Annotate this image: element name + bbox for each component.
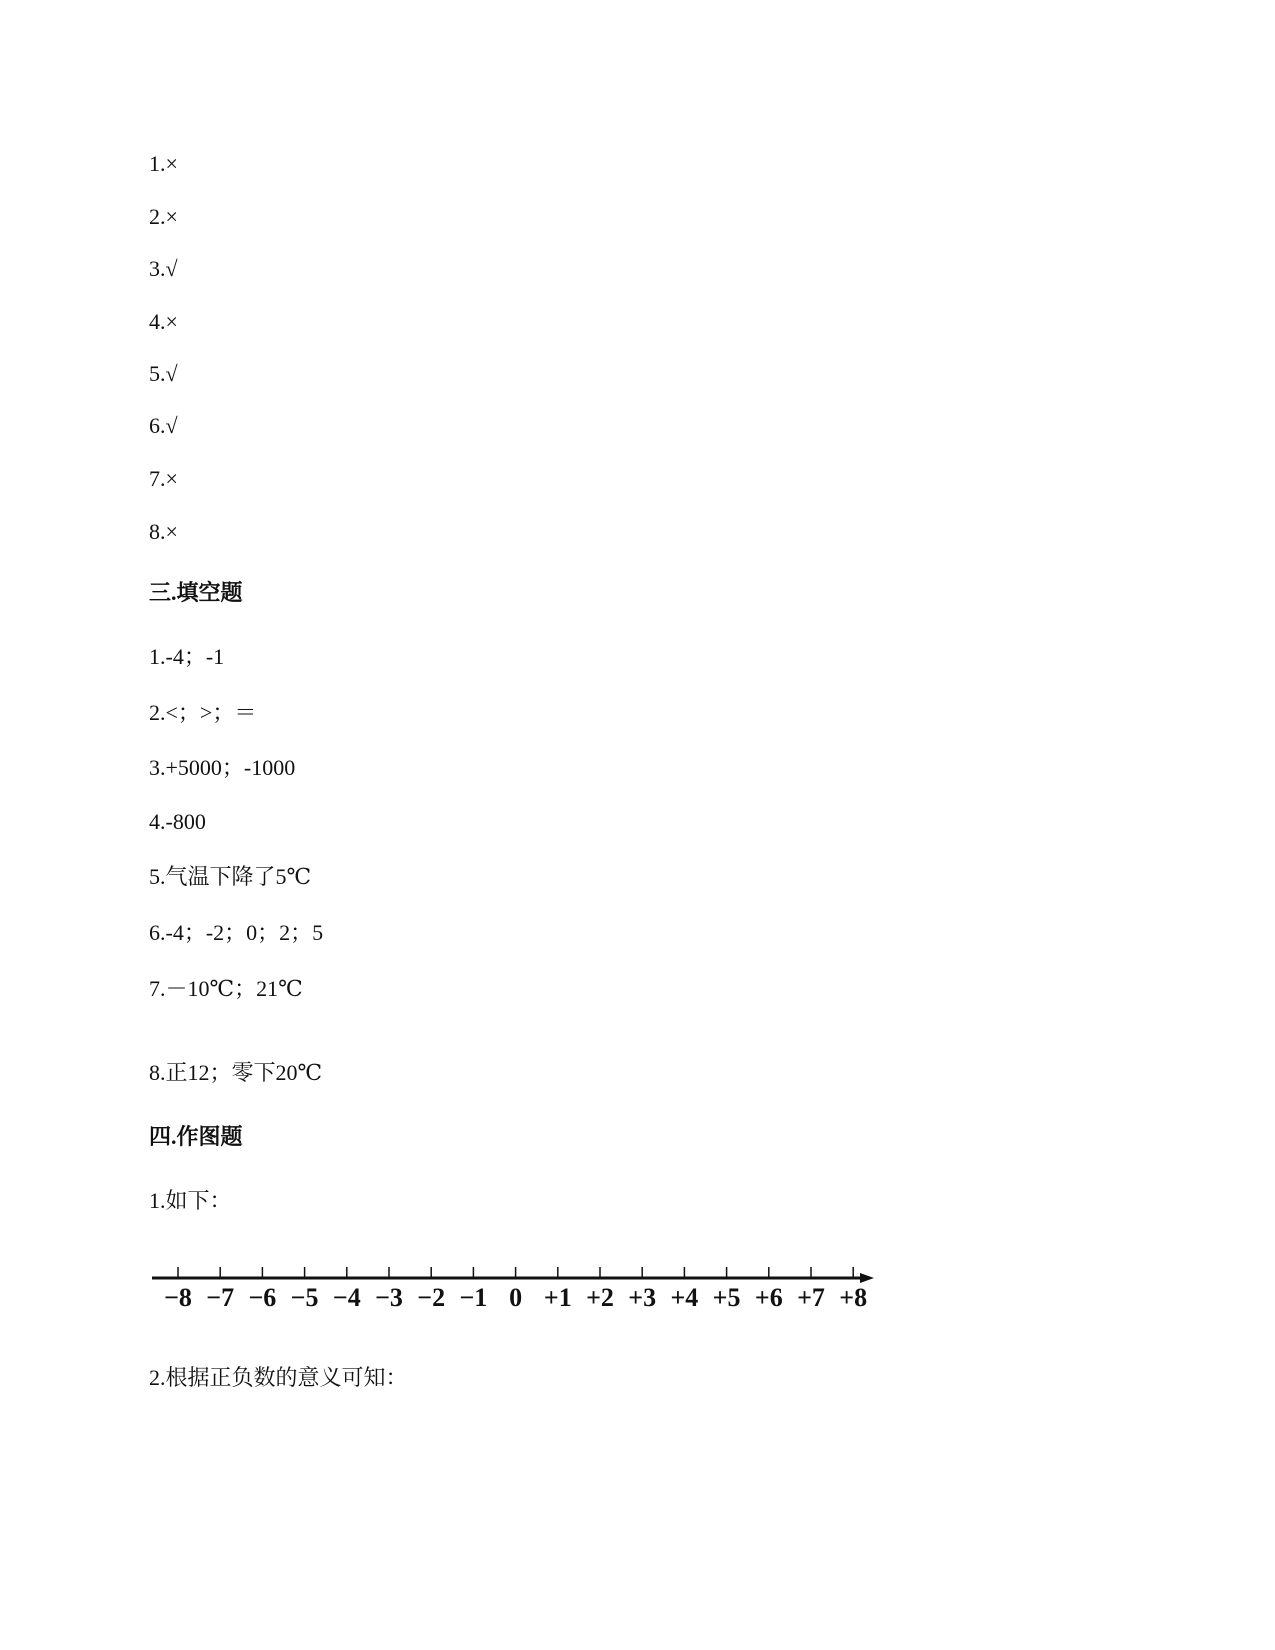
judgment-answer-4: 4.× <box>149 309 178 334</box>
fill-answer-1: 1.-4；-1 <box>149 644 225 669</box>
number-line-label: +6 <box>754 1283 783 1312</box>
number-line-label: −7 <box>206 1283 235 1312</box>
judgment-answer-5: 5.√ <box>149 361 178 386</box>
judgment-answer-7: 7.× <box>149 466 178 491</box>
fill-answer-4: 4.-800 <box>149 809 206 834</box>
judgment-answer-3: 3.√ <box>149 256 178 281</box>
fill-answer-3: 3.+5000；-1000 <box>149 755 296 780</box>
fill-answer-8: 8.正12；零下20℃ <box>149 1060 323 1085</box>
number-line-label: +2 <box>586 1283 614 1312</box>
number-line-label: +1 <box>543 1283 572 1312</box>
number-line-label: +7 <box>797 1283 825 1312</box>
number-line-label: −3 <box>375 1283 403 1312</box>
judgment-answer-1: 1.× <box>149 151 178 176</box>
fill-answer-5: 5.气温下降了5℃ <box>149 864 312 889</box>
section-heading-draw: 四.作图题 <box>149 1124 243 1149</box>
number-line-label: −5 <box>290 1283 319 1312</box>
number-line-label: −8 <box>164 1283 192 1312</box>
fill-answer-7: 7.－10℃；21℃ <box>149 976 303 1001</box>
number-line-label: −6 <box>248 1283 277 1312</box>
number-line <box>150 1262 880 1318</box>
number-line-label: −1 <box>459 1283 488 1312</box>
number-line-label: +8 <box>839 1283 868 1312</box>
number-line-arrow <box>860 1273 874 1283</box>
number-line-label: 0 <box>509 1283 523 1312</box>
judgment-answer-2: 2.× <box>149 204 178 229</box>
fill-answer-2: 2.<；>；＝ <box>149 700 257 725</box>
number-line-label: +5 <box>712 1283 741 1312</box>
section-heading-fill: 三.填空题 <box>149 580 243 605</box>
judgment-answer-8: 8.× <box>149 519 178 544</box>
judgment-answer-6: 6.√ <box>149 413 178 438</box>
fill-answer-6: 6.-4；-2；0；2；5 <box>149 920 324 945</box>
number-line-figure <box>150 1262 880 1318</box>
number-line-label: +4 <box>670 1283 699 1312</box>
draw-item-1: 1.如下： <box>149 1188 232 1213</box>
number-line-label: +3 <box>628 1283 657 1312</box>
number-line-label: −4 <box>332 1283 361 1312</box>
draw-item-2: 2.根据正负数的意义可知： <box>149 1365 408 1390</box>
number-line-label: −2 <box>417 1283 446 1312</box>
